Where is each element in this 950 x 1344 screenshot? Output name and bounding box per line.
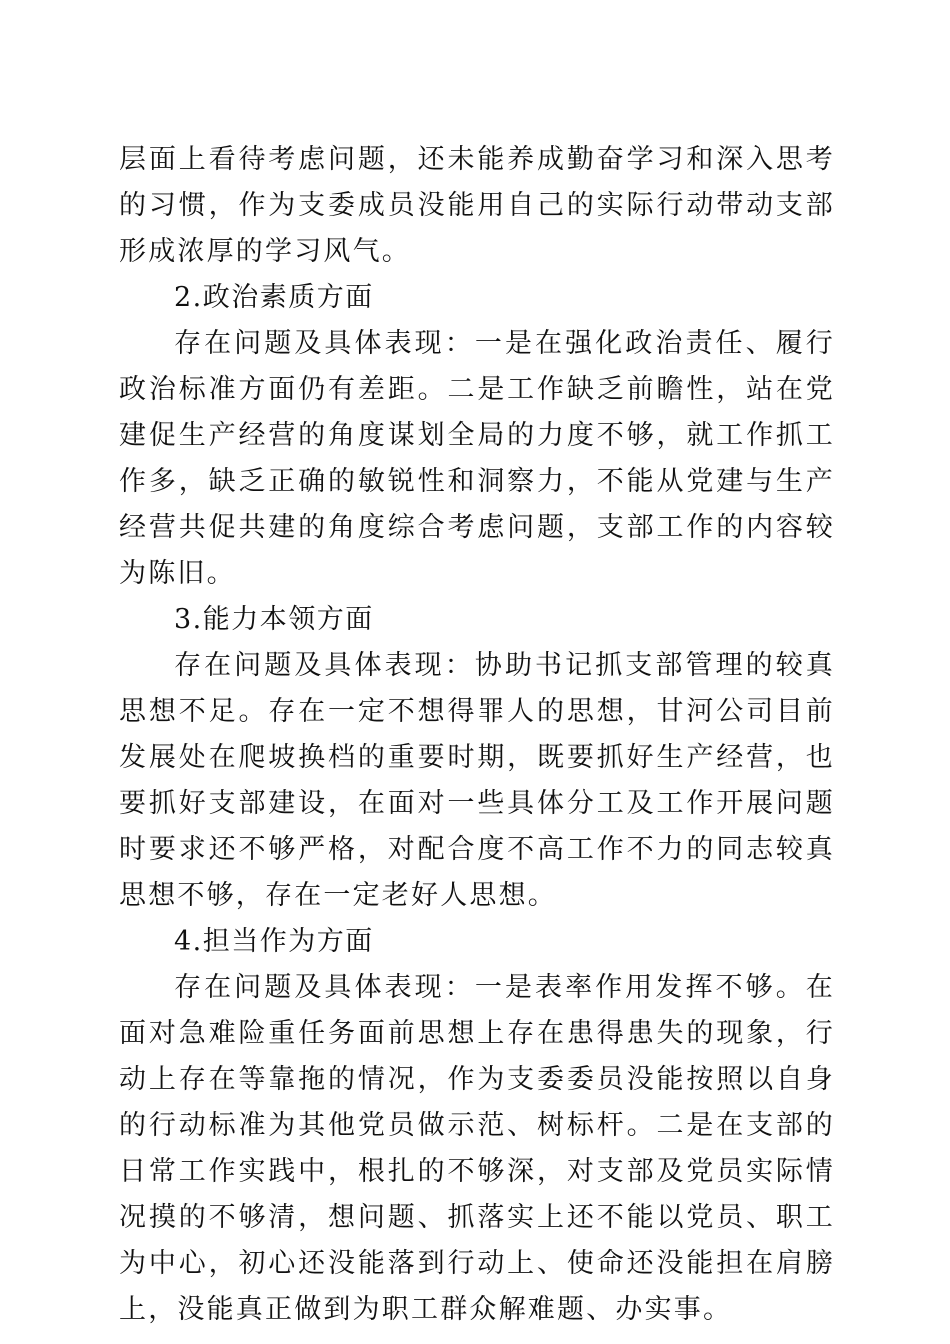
paragraph-ability: 存在问题及具体表现：协助书记抓支部管理的较真思想不足。存在一定不想得罪人的思想，甘河公司目前发展处在爬坡换档的重要时期，既要抓好生产经营，也要抓好支部建设，在面对一些具体分工及工作开展问题时要求还不够严格，对配合度不高工作不力的同志较真思想不够，存在一定老好人思想。 — [119, 650, 835, 911]
section-heading-ability: 3.能力本领方面 — [174, 604, 374, 635]
section-heading-responsibility: 4.担当作为方面 — [174, 926, 374, 957]
section-heading-political: 2.政治素质方面 — [174, 282, 374, 313]
document-body — [119, 137, 835, 1333]
paragraph-political: 存在问题及具体表现：一是在强化政治责任、履行政治标准方面仍有差距。二是工作缺乏前瞻性，站在党建促生产经营的角度谋划全局的力度不够，就工作抓工作多，缺乏正确的敏锐性和洞察力，不能从党建与生产经营共促共建的角度综合考虑问题，支部工作的内容较为陈旧。 — [119, 328, 835, 589]
paragraph-continued: 层面上看待考虑问题，还未能养成勤奋学习和深入思考的习惯，作为支委成员没能用自己的实际行动带动支部形成浓厚的学习风气。 — [119, 144, 835, 267]
paragraph-responsibility: 存在问题及具体表现：一是表率作用发挥不够。在面对急难险重任务面前思想上存在患得患失的现象，行动上存在等靠拖的情况，作为支委委员没能按照以自身的行动标准为其他党员做示范、树标杆。二是在支部的日常工作实践中，根扎的不够深，对支部及党员实际情况摸的不够清，想问题、抓落实上还不能以党员、职工为中心，初心还没能落到行动上、使命还没能担在肩膀上，没能真正做到为职工群众解难题、办实事。 — [119, 972, 835, 1325]
